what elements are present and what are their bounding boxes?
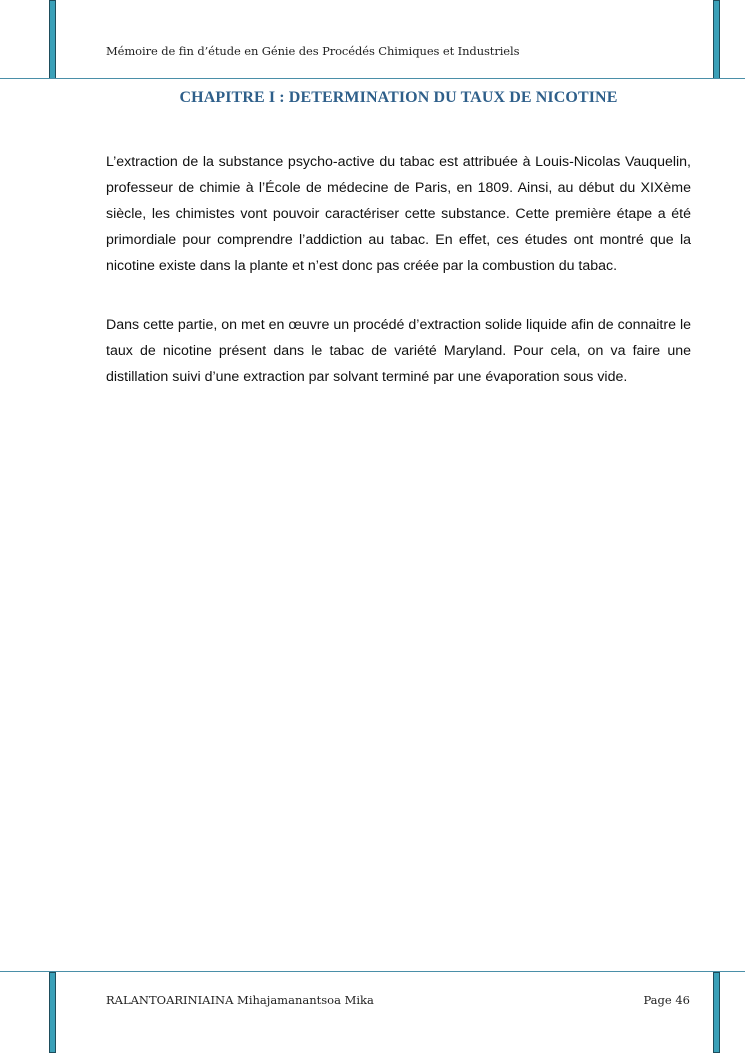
header-right-bar bbox=[713, 0, 720, 79]
paragraph-1: L’extraction de la substance psycho-active du tabac est attribuée à Louis-Nicolas Vauquelin, professeur de chimie à l’École de médecine de Paris, en 1809. Ainsi, au début du XIXème siècle, les chimistes vont pouvoir caractériser cette substance. Cette première étape a été primordiale pour comprendre l’addiction au tabac. En effet, ces études ont montré que la nicotine existe dans la plante et n’est donc pas créée par la combustion du tabac. bbox=[106, 154, 691, 274]
chapter-title: CHAPITRE I : DETERMINATION DU TAUX DE NICOTINE bbox=[179, 89, 618, 106]
footer-rule bbox=[0, 971, 745, 972]
header-left-bar bbox=[49, 0, 56, 79]
running-header: Mémoire de fin d’étude en Génie des Procédés Chimiques et Industriels bbox=[106, 44, 520, 58]
page-number: Page 46 bbox=[643, 993, 690, 1007]
footer-author: RALANTOARINIAINA Mihajamanantsoa Mika bbox=[106, 993, 374, 1007]
footer-right-bar bbox=[713, 972, 720, 1053]
paragraph-2: Dans cette partie, on met en œuvre un procédé d’extraction solide liquide afin de connaitre le taux de nicotine présent dans le tabac de variété Maryland. Pour cela, on va faire une distillation suivi d’une extraction par solvant terminé par une évaporation sous vide. bbox=[106, 317, 691, 385]
footer-left-bar bbox=[49, 972, 56, 1053]
header-rule bbox=[0, 78, 745, 79]
